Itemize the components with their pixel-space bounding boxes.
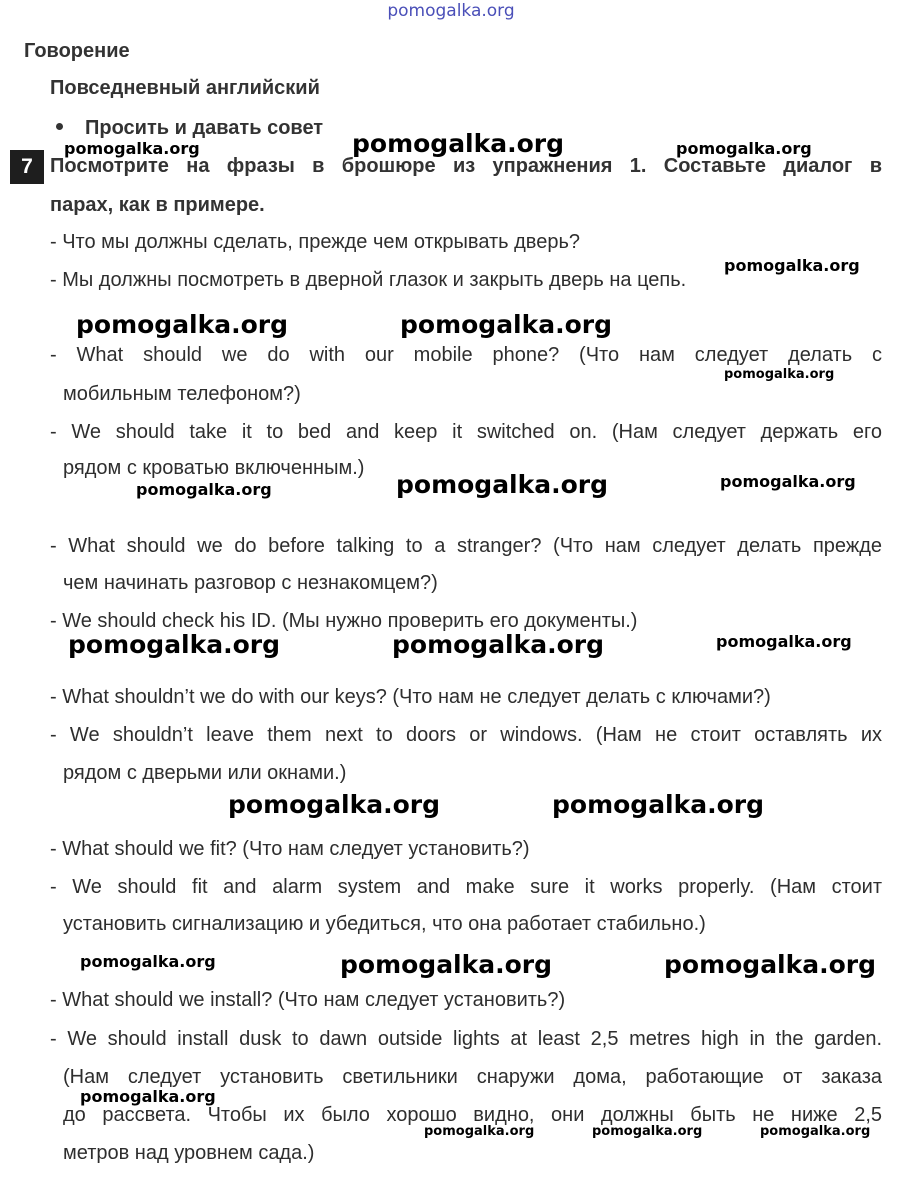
dialogue-line: - What shouldn’t we do with our keys? (Что нам не следует делать с ключами?) [50,686,771,708]
watermark: pomogalka.org [724,256,860,275]
dialogue-line: установить сигнализацию и убедиться, что она работает стабильно.) [63,913,706,935]
dialogue-line: - We should check his ID. (Мы нужно проверить его документы.) [50,610,638,632]
dialogue-line: - What should we fit? (Что нам следует установить?) [50,838,530,860]
dialogue-line: - What should we do before talking to a stranger? (Что нам следует делать прежде [50,535,882,557]
task-line-1: Посмотрите на фразы в брошюре из упражнения 1. Составьте диалог в [50,155,882,177]
watermark: pomogalka.org [424,1124,535,1139]
dialogue-line: - Что мы должны сделать, прежде чем открывать дверь? [50,231,580,253]
dialogue-line: - What should we install? (Что нам следует установить?) [50,989,566,1011]
site-header[interactable]: pomogalka.org [387,1,515,21]
watermark: pomogalka.org [400,310,613,339]
dialogue-line: до рассвета. Чтобы их было хорошо видно, они должны быть не ниже 2,5 [63,1104,882,1126]
dialogue-line: - What should we do with our mobile phone? (Что нам следует делать с [50,344,882,366]
dialogue-line: - We shouldn’t leave them next to doors or windows. (Нам не стоит оставлять их [50,724,882,746]
dialogue-line: рядом с дверьми или окнами.) [63,762,347,784]
dialogue-line: рядом с кроватью включенным.) [63,457,365,479]
watermark: pomogalka.org [724,367,835,382]
watermark: pomogalka.org [136,480,272,499]
watermark: pomogalka.org [80,952,216,971]
watermark: pomogalka.org [720,472,856,491]
watermark: pomogalka.org [716,632,852,651]
bullet-text: Просить и давать совет [85,117,324,139]
watermark: pomogalka.org [760,1124,871,1139]
subsection-title: Повседневный английский [50,77,320,99]
watermark: pomogalka.org [352,129,565,158]
watermark: pomogalka.org [664,950,877,979]
watermark: pomogalka.org [552,790,765,819]
dialogue-line: метров над уровнем сада.) [63,1142,315,1164]
watermark: pomogalka.org [592,1124,703,1139]
bullet-dot-icon [56,123,63,130]
dialogue-line: - We should install dusk to dawn outside lights at least 2,5 metres high in the garden. [50,1028,882,1050]
dialogue-line: мобильным телефоном?) [63,383,301,405]
watermark: pomogalka.org [76,310,289,339]
watermark: pomogalka.org [676,139,812,158]
section-title: Говорение [24,40,130,62]
watermark: pomogalka.org [68,630,281,659]
watermark: pomogalka.org [80,1087,216,1106]
task-line-2: парах, как в примере. [50,194,265,216]
dialogue-line: (Нам следует установить светильники снаружи дома, работающие от заказа [63,1066,882,1088]
dialogue-line: чем начинать разговор с незнакомцем?) [63,572,438,594]
exercise-number: 7 [10,150,44,184]
dialogue-line: - Мы должны посмотреть в дверной глазок и закрыть дверь на цепь. [50,269,687,291]
bullet-item [56,117,323,140]
watermark: pomogalka.org [228,790,441,819]
dialogue-line: - We should fit and alarm system and make sure it works properly. (Нам стоит [50,876,882,898]
dialogue-line: - We should take it to bed and keep it switched on. (Нам следует держать его [50,421,882,443]
watermark: pomogalka.org [340,950,553,979]
watermark: pomogalka.org [392,630,605,659]
watermark: pomogalka.org [396,470,609,499]
watermark: pomogalka.org [64,139,200,158]
